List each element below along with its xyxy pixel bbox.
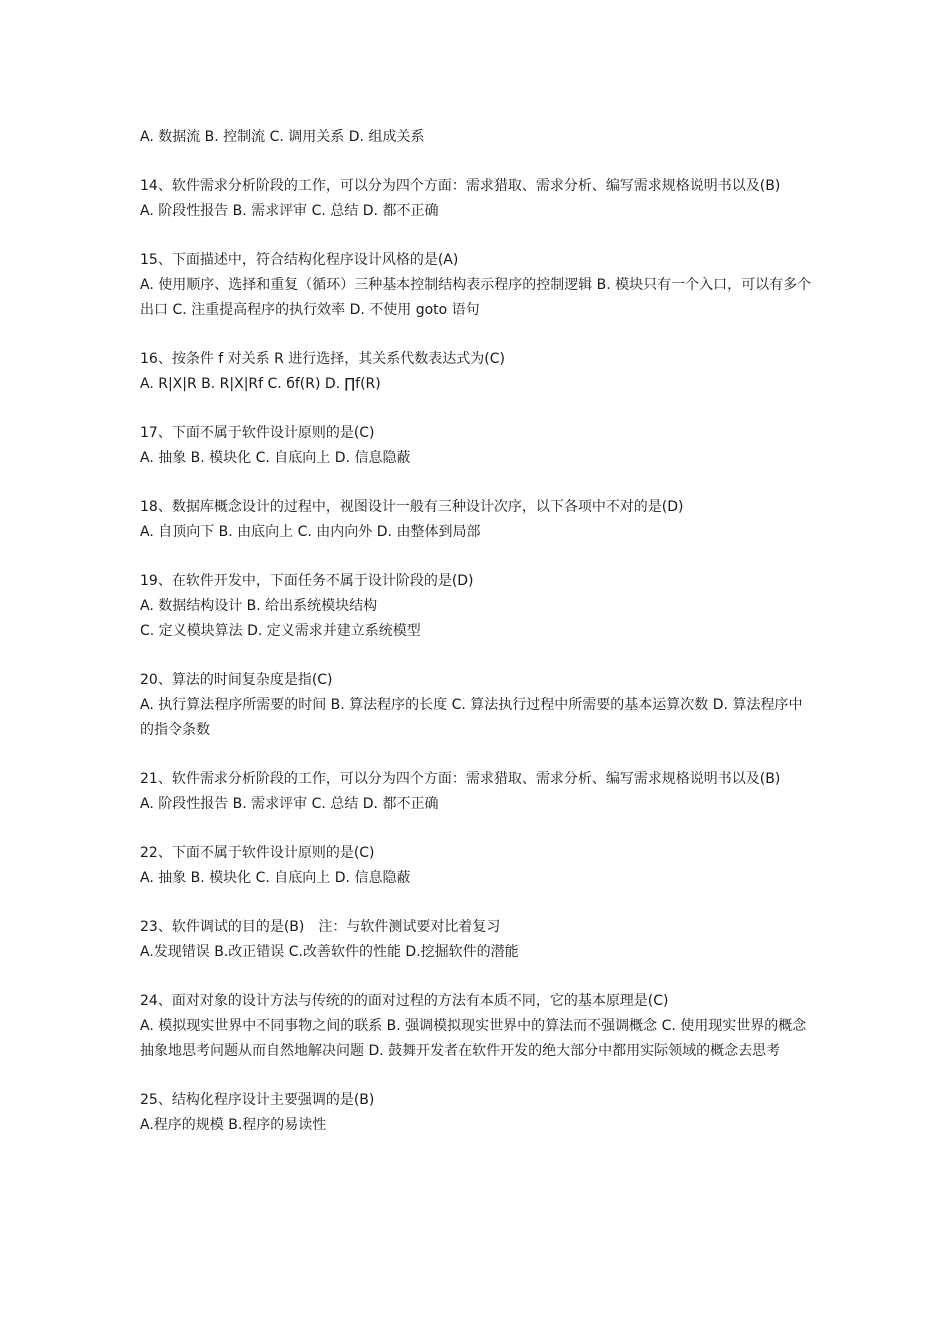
options-line: A. 数据结构设计 B. 给出系统模块结构 <box>140 598 378 614</box>
question-17 <box>140 421 812 471</box>
question-23 <box>140 915 812 965</box>
question-19 <box>140 569 812 644</box>
question-text: 18、数据库概念设计的过程中，视图设计一般有三种设计次序，以下各项中不对的是(D) <box>140 499 684 515</box>
options-line: A. 执行算法程序所需要的时间 B. 算法程序的长度 C. 算法执行过程中所需要的基本运算次数 D. 算法程序中的指令条数 <box>140 697 803 738</box>
question-text: 25、结构化程序设计主要强调的是(B) <box>140 1092 375 1108</box>
question-15 <box>140 248 812 323</box>
options-line: A. 自顶向下 B. 由底向上 C. 由内向外 D. 由整体到局部 <box>140 524 481 540</box>
question-24 <box>140 989 812 1064</box>
question-text: 15、下面描述中，符合结构化程序设计风格的是(A) <box>140 252 459 268</box>
question-text: 17、下面不属于软件设计原则的是(C) <box>140 425 375 441</box>
question-text: 19、在软件开发中，下面任务不属于设计阶段的是(D) <box>140 573 474 589</box>
options-line: A. R|X|R B. R|X|Rf C. бf(R) D. ∏f(R) <box>140 376 381 392</box>
options-line: A. 阶段性报告 B. 需求评审 C. 总结 D. 都不正确 <box>140 796 439 812</box>
options-line: C. 定义模块算法 D. 定义需求并建立系统模型 <box>140 623 421 639</box>
options-line: A.程序的规模 B.程序的易读性 <box>140 1117 327 1133</box>
document-content <box>140 125 812 1162</box>
question-text: 24、面对对象的设计方法与传统的的面对过程的方法有本质不同，它的基本原理是(C) <box>140 993 669 1009</box>
question-text: 16、按条件 f 对关系 R 进行选择，其关系代数表达式为(C) <box>140 351 505 367</box>
question-22 <box>140 841 812 891</box>
options-line: A. 抽象 B. 模块化 C. 自底向上 D. 信息隐蔽 <box>140 450 411 466</box>
question-text: 14、软件需求分析阶段的工作，可以分为四个方面：需求猎取、需求分析、编写需求规格说明书以及(B) <box>140 178 781 194</box>
question-14 <box>140 174 812 224</box>
question-13-options <box>140 125 812 150</box>
options-line: A. 抽象 B. 模块化 C. 自底向上 D. 信息隐蔽 <box>140 870 411 886</box>
question-21 <box>140 767 812 817</box>
options-line: A. 数据流 B. 控制流 C. 调用关系 D. 组成关系 <box>140 129 425 145</box>
question-25 <box>140 1088 812 1138</box>
options-line: A. 使用顺序、选择和重复（循环）三种基本控制结构表示程序的控制逻辑 B. 模块只有一个入口，可以有多个出口 C. 注重提高程序的执行效率 D. 不使用 goto 语句 <box>140 277 812 318</box>
question-text: 23、软件调试的目的是(B) 注：与软件测试要对比着复习 <box>140 919 501 935</box>
question-text: 21、软件需求分析阶段的工作，可以分为四个方面：需求猎取、需求分析、编写需求规格说明书以及(B) <box>140 771 781 787</box>
options-line: A. 模拟现实世界中不同事物之间的联系 B. 强调模拟现实世界中的算法而不强调概念 C. 使用现实世界的概念抽象地思考问题从而自然地解决问题 D. 鼓舞开发者在软件开发的绝大部分中都用实际领域的概念去思考 <box>140 1018 807 1059</box>
options-line: A. 阶段性报告 B. 需求评审 C. 总结 D. 都不正确 <box>140 203 439 219</box>
question-18 <box>140 495 812 545</box>
question-16 <box>140 347 812 397</box>
question-20 <box>140 668 812 743</box>
question-text: 22、下面不属于软件设计原则的是(C) <box>140 845 375 861</box>
options-line: A.发现错误 B.改正错误 C.改善软件的性能 D.挖掘软件的潜能 <box>140 944 519 960</box>
question-text: 20、算法的时间复杂度是指(C) <box>140 672 333 688</box>
